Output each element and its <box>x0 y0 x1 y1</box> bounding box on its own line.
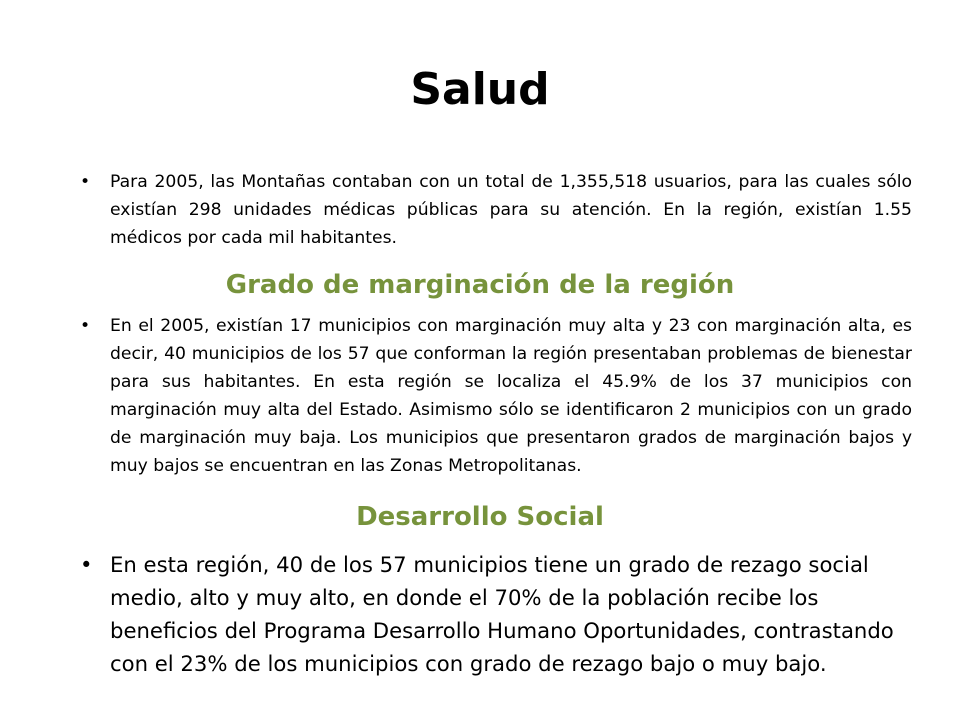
desarrollo-text: En esta región, 40 de los 57 municipios tiene un grado de rezago social medio, alto y muy alto, en donde el 70% de la población recibe los beneficios del Programa Desarrollo Humano Oportunidades, contrastando con el 23% de los municipios con grado de rezago bajo o muy bajo. <box>110 552 894 676</box>
bullet-marker: • <box>80 316 91 336</box>
desarrollo-heading: Desarrollo Social <box>356 502 604 532</box>
slide-title: Salud <box>410 64 550 115</box>
marginacion-text: En el 2005, existían 17 municipios con marginación muy alta y 23 con marginación alta, es decir, 40 municipios de los 57 que conforman la región presentaban problemas de bienestar para sus habitantes. En esta región se localiza el 45.9% de los 37 municipios con marginación muy alta del Estado. Asimismo sólo se identificaron 2 municipios con un grado de marginación muy baja. Los municipios que presentaron grados de marginación bajos y muy bajos se encuentran en las Zonas Metropolitanas. <box>110 316 912 476</box>
marginacion-heading: Grado de marginación de la región <box>225 270 735 300</box>
bullet-marker: • <box>80 172 91 192</box>
bullet-salud <box>80 168 912 252</box>
salud-text: Para 2005, las Montañas contaban con un total de 1,355,518 usuarios, para las cuales sólo existían 298 unidades médicas públicas para su atención. En la región, existían 1.55 médicos por cada mil habitantes. <box>110 172 912 248</box>
bullet-desarrollo <box>80 548 900 680</box>
bullet-marginacion <box>80 312 912 480</box>
bullet-marker: • <box>80 552 93 577</box>
